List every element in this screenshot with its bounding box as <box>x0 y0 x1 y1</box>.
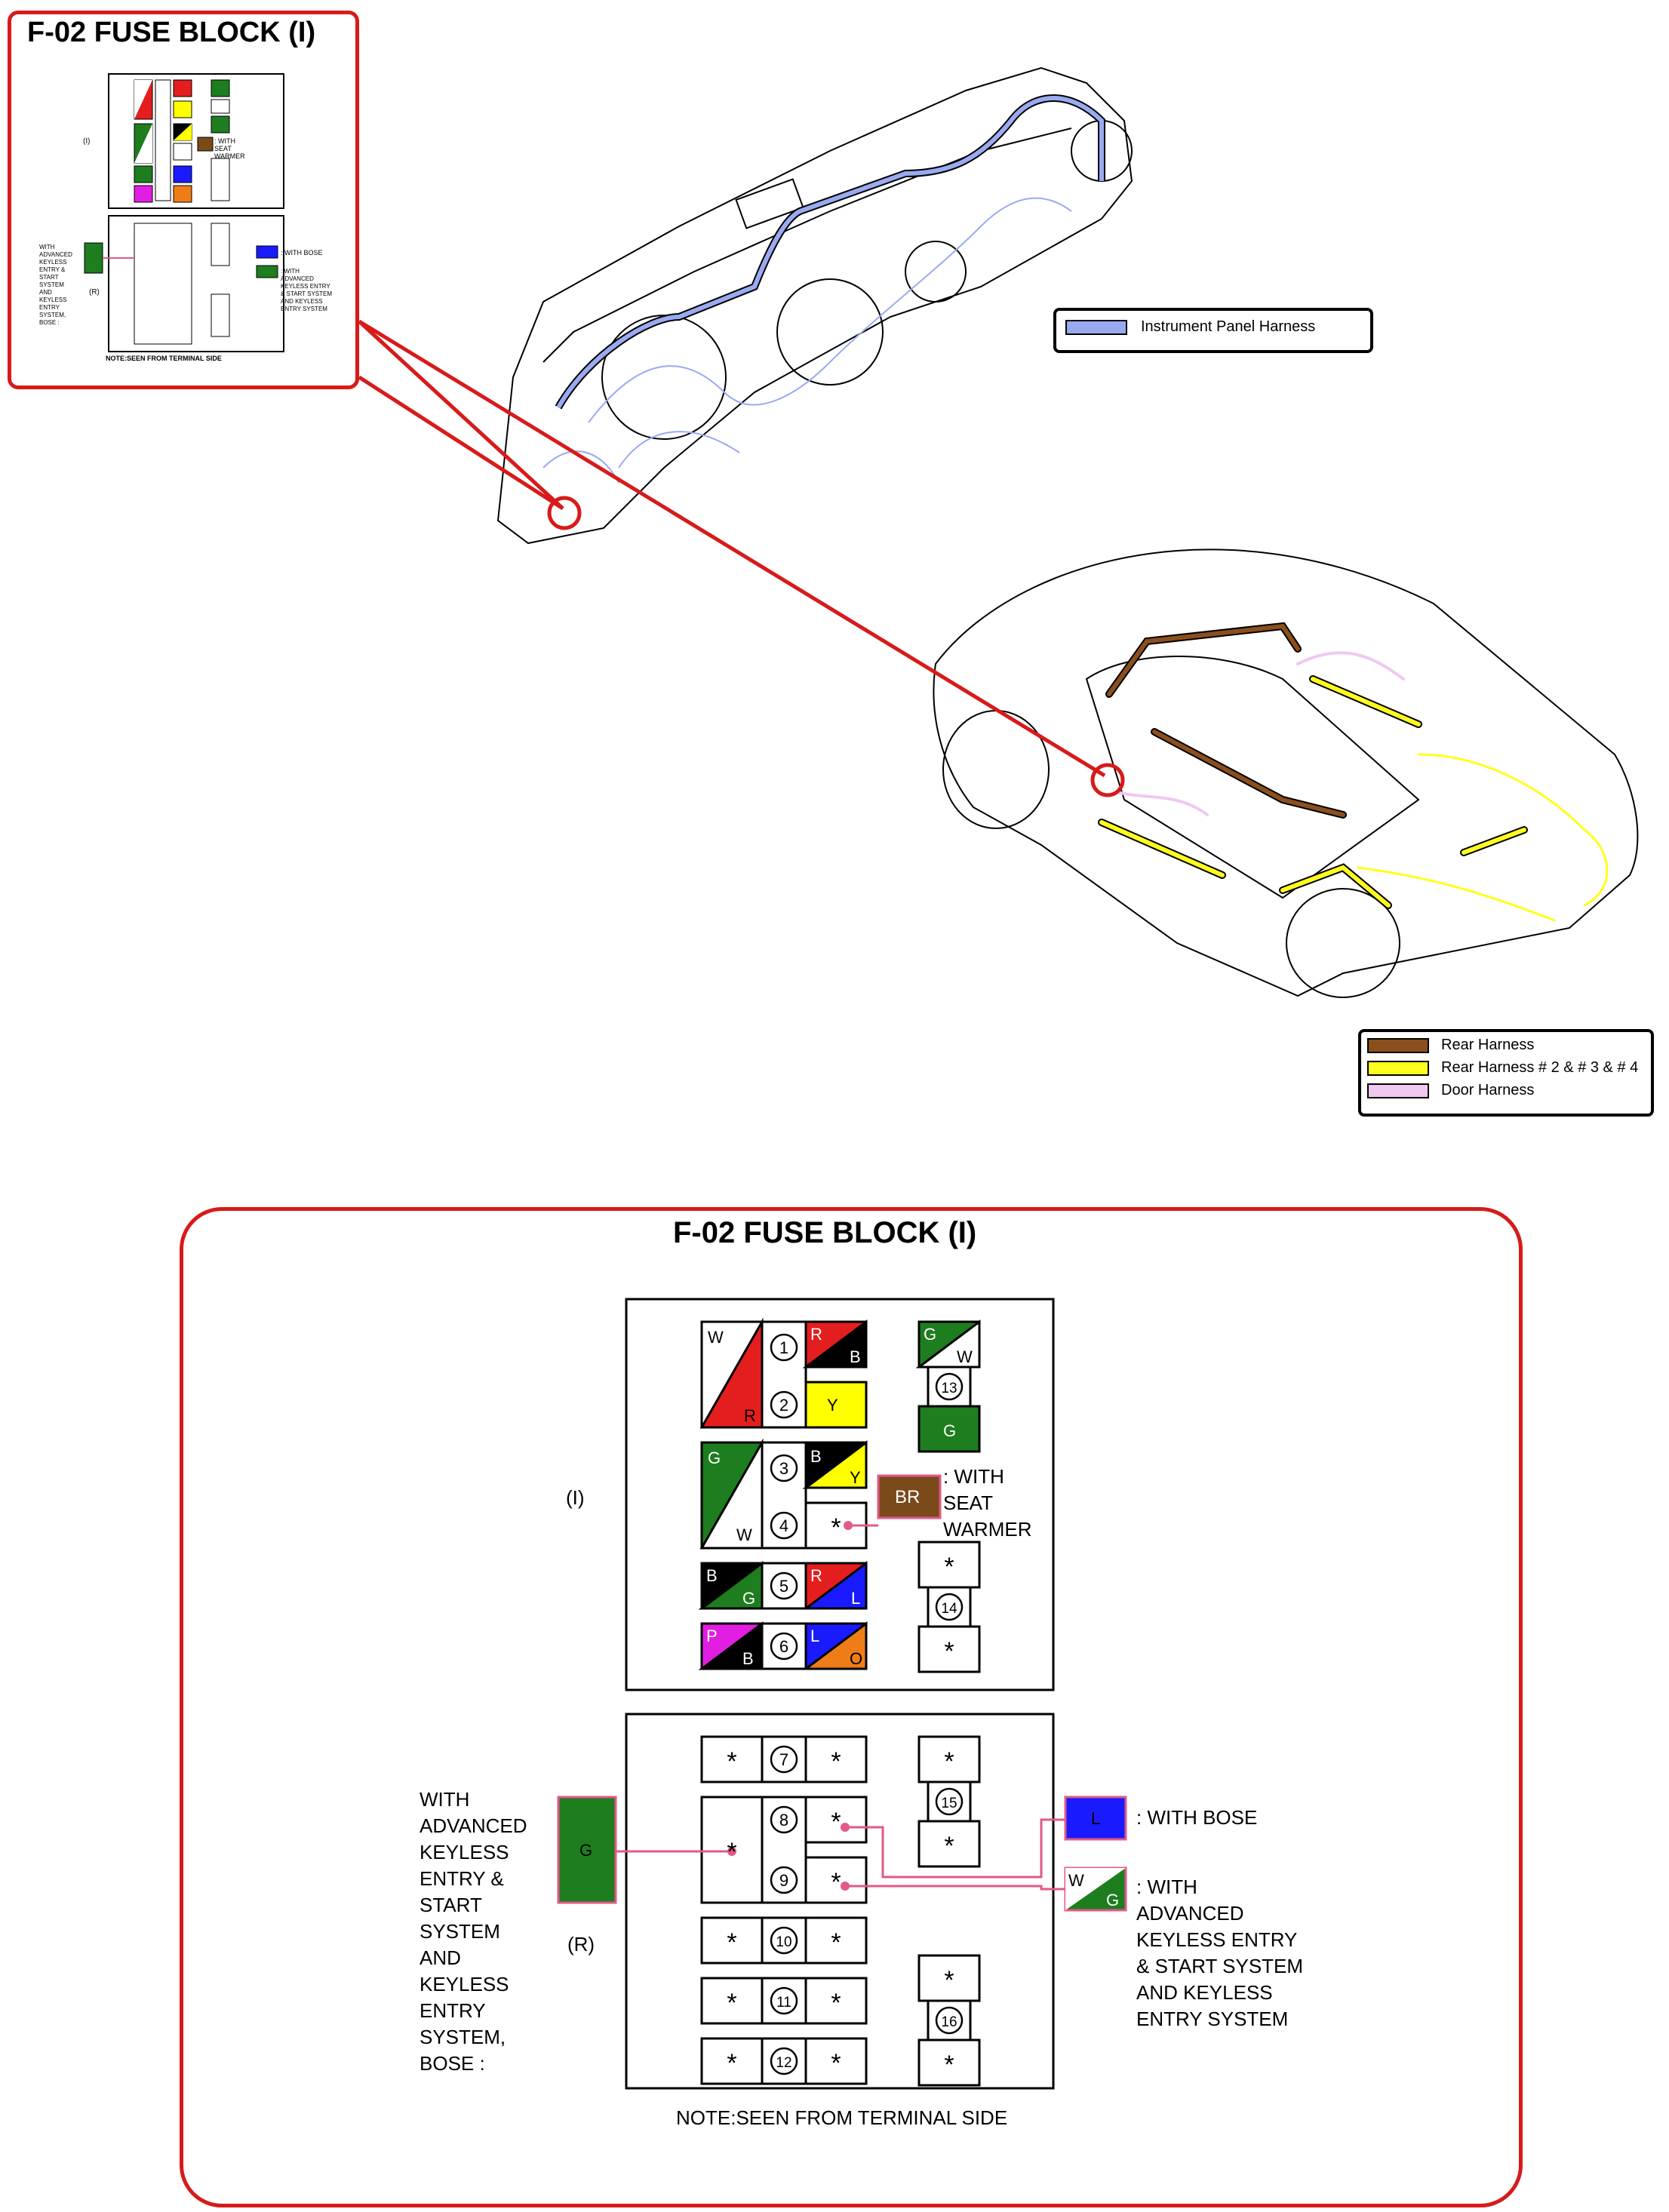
connector-R-label: (R) <box>567 1933 595 1955</box>
inset-note: NOTE:SEEN FROM TERMINAL SIDE <box>106 355 222 362</box>
svg-text:B: B <box>850 1347 861 1366</box>
svg-text:ADVANCED: ADVANCED <box>39 251 72 258</box>
svg-text:*: * <box>831 1989 841 2017</box>
svg-text:16: 16 <box>941 2014 957 2030</box>
svg-text:Y: Y <box>827 1396 838 1415</box>
svg-text:15: 15 <box>941 1796 957 1811</box>
svg-text:*: * <box>831 1747 841 1776</box>
svg-text:: WITH: : WITH <box>214 137 235 145</box>
svg-text:WITH: WITH <box>39 244 55 250</box>
svg-text:KEYLESS: KEYLESS <box>39 259 67 266</box>
svg-text:*: * <box>944 1832 954 1860</box>
svg-text:(I): (I) <box>83 137 91 146</box>
svg-text:*: * <box>727 1747 737 1776</box>
svg-text:KEYLESS ENTRY: KEYLESS ENTRY <box>281 283 330 290</box>
svg-text:KEYLESS: KEYLESS <box>39 296 67 303</box>
svg-text:START: START <box>39 274 59 281</box>
svg-text:G: G <box>579 1841 593 1860</box>
svg-text:SEAT: SEAT <box>214 145 232 152</box>
svg-text:*: * <box>831 1868 841 1897</box>
svg-text:3: 3 <box>779 1459 789 1478</box>
svg-text:ENTRY SYSTEM: ENTRY SYSTEM <box>281 306 327 312</box>
svg-text:G: G <box>708 1449 721 1467</box>
svg-text:8: 8 <box>779 1811 789 1830</box>
svg-text:BOSE :: BOSE : <box>39 319 60 326</box>
svg-text:ADVANCED: ADVANCED <box>281 275 314 282</box>
svg-text:ENTRY: ENTRY <box>39 304 60 311</box>
svg-text:B: B <box>706 1566 718 1585</box>
svg-text:13: 13 <box>941 1381 957 1396</box>
svg-text:G: G <box>924 1325 937 1344</box>
svg-text:7: 7 <box>779 1750 789 1769</box>
svg-text:(R): (R) <box>89 288 100 296</box>
svg-text:SYSTEM: SYSTEM <box>39 281 64 288</box>
svg-text:9: 9 <box>779 1871 789 1890</box>
svg-text:*: * <box>944 1747 954 1776</box>
svg-text:*: * <box>944 1637 954 1666</box>
svg-text:L: L <box>810 1627 820 1645</box>
svg-text:: WITH BOSE: : WITH BOSE <box>281 249 323 257</box>
svg-text:*: * <box>944 1966 954 1995</box>
svg-text:W: W <box>957 1347 973 1366</box>
svg-text:BR: BR <box>895 1487 921 1507</box>
svg-text:G: G <box>1106 1891 1120 1909</box>
svg-text:5: 5 <box>779 1577 789 1596</box>
legend-label-rear-234: Rear Harness # 2 & # 3 & # 4 <box>1441 1059 1639 1076</box>
svg-text:10: 10 <box>776 1934 792 1950</box>
svg-text:*: * <box>727 1838 737 1866</box>
terminal-side-note: NOTE:SEEN FROM TERMINAL SIDE <box>676 2106 1008 2129</box>
svg-text:*: * <box>831 1928 841 1957</box>
svg-text:B: B <box>810 1447 822 1466</box>
svg-text:G: G <box>943 1421 957 1440</box>
seat-warmer-option-label: : WITH SEAT WARMER <box>943 1465 1032 1541</box>
svg-text:P: P <box>706 1627 718 1645</box>
svg-text:*: * <box>727 1989 737 2017</box>
svg-text:G: G <box>742 1589 756 1608</box>
svg-text:R: R <box>810 1566 822 1585</box>
svg-text:*: * <box>831 2049 841 2078</box>
inset-title: F-02 FUSE BLOCK (I) <box>27 17 316 48</box>
svg-text:*: * <box>944 2051 954 2079</box>
svg-text:: WITH: : WITH <box>281 268 300 275</box>
svg-text:1: 1 <box>779 1338 789 1357</box>
svg-text:R: R <box>744 1406 756 1425</box>
svg-text:W: W <box>708 1328 724 1347</box>
svg-text:R: R <box>810 1325 822 1344</box>
svg-text:2: 2 <box>779 1396 789 1415</box>
svg-text:*: * <box>727 1928 737 1957</box>
svg-text:SYSTEM,: SYSTEM, <box>39 312 66 318</box>
keyless-option-label: : WITH ADVANCED KEYLESS ENTRY & START SYSTEM AND KEYLESS ENTRY SYSTEM <box>1136 1876 1304 2030</box>
legend-label-ip: Instrument Panel Harness <box>1141 318 1316 335</box>
svg-text:AND: AND <box>39 289 52 296</box>
svg-text:11: 11 <box>776 1995 791 2011</box>
legend-label-door: Door Harness <box>1441 1082 1535 1098</box>
svg-text:O: O <box>850 1649 863 1668</box>
svg-text:L: L <box>851 1589 861 1608</box>
svg-text:*: * <box>831 1513 841 1542</box>
keyless-bose-option-label: WITH ADVANCED KEYLESS ENTRY & START SYSTEM AND KEYLESS ENTRY SYSTEM, BOSE : <box>420 1788 527 2075</box>
bose-option-label: : WITH BOSE <box>1136 1806 1258 1829</box>
svg-text:W: W <box>736 1525 752 1544</box>
legend-label-rear: Rear Harness <box>1441 1037 1535 1053</box>
svg-text:L: L <box>1091 1809 1101 1828</box>
svg-text:Y: Y <box>850 1468 861 1487</box>
svg-text:B: B <box>742 1649 754 1668</box>
fuse-block-title: F-02 FUSE BLOCK (I) <box>673 1216 977 1249</box>
svg-text:W: W <box>1068 1871 1084 1890</box>
svg-text:*: * <box>944 1553 954 1581</box>
svg-text:ENTRY &: ENTRY & <box>39 266 66 273</box>
svg-text:14: 14 <box>941 1601 957 1617</box>
svg-text:& START SYSTEM: & START SYSTEM <box>281 290 333 297</box>
svg-text:4: 4 <box>779 1516 789 1535</box>
svg-text:6: 6 <box>779 1637 789 1656</box>
connector-I-label: (I) <box>566 1486 585 1509</box>
svg-text:12: 12 <box>776 2055 792 2071</box>
svg-text:*: * <box>831 1808 841 1836</box>
svg-text:AND KEYLESS: AND KEYLESS <box>281 298 323 305</box>
svg-text:WARMER: WARMER <box>214 152 245 160</box>
svg-text:*: * <box>727 2049 737 2078</box>
